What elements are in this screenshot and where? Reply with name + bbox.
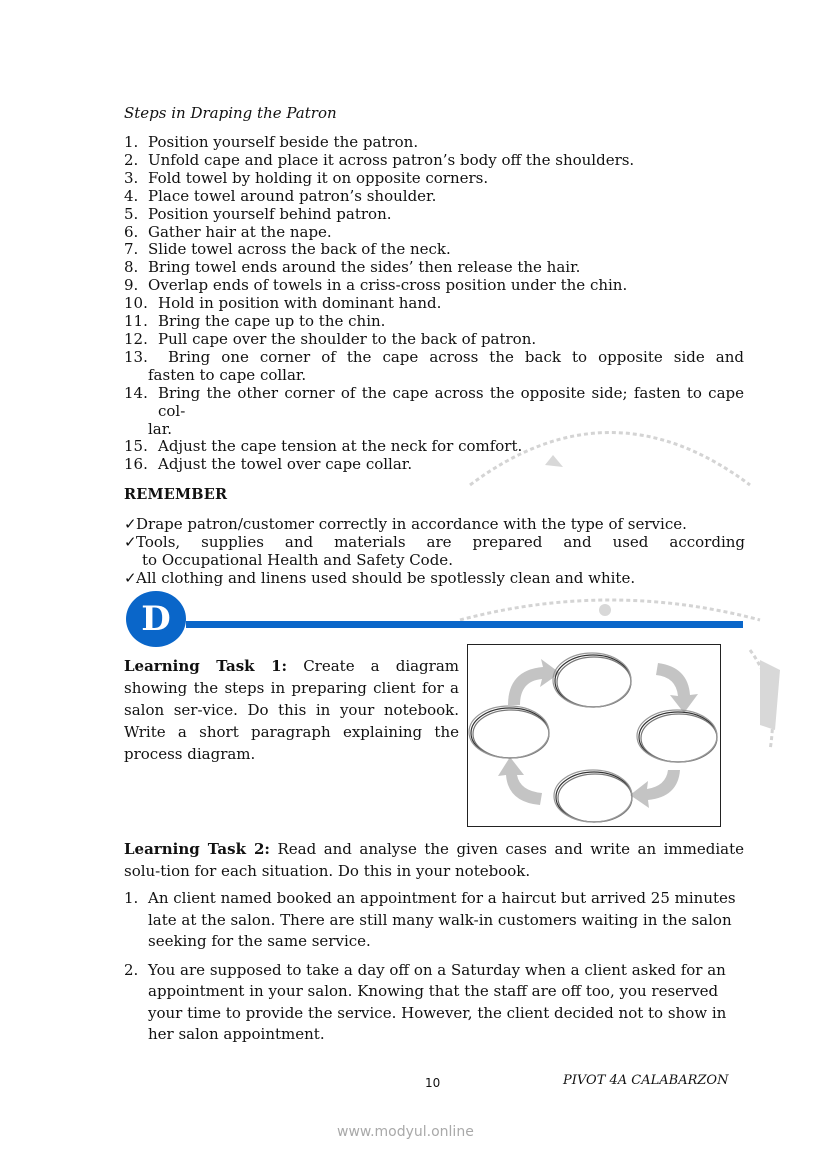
checkmark-icon: ✓ — [124, 569, 137, 587]
section-divider — [186, 621, 743, 628]
list-item-continuation: fasten to cape collar. — [148, 365, 307, 384]
list-item: 9. Overlap ends of towels in a criss-cross position under the chin. — [124, 276, 628, 295]
section-title: Steps in Draping the Patron — [124, 104, 337, 122]
arrow-icon — [498, 757, 542, 805]
learning-task-1 — [124, 655, 459, 765]
list-item: 13. Bring one corner of the cape across the back to opposite side and — [124, 347, 744, 366]
section-d-badge: D — [126, 591, 186, 647]
list-item-continuation: lar. — [148, 419, 173, 438]
arrow-icon — [508, 659, 560, 705]
website-watermark: www.modyul.online — [337, 1124, 474, 1140]
arrow-icon — [630, 770, 680, 808]
process-cycle-diagram — [467, 644, 721, 827]
draping-steps-list — [124, 134, 744, 474]
list-item: 10. Hold in position with dominant hand. — [124, 294, 442, 313]
list-item: 1. Position yourself beside the patron. — [124, 133, 419, 151]
list-item: 11. Bring the cape up to the chin. — [124, 312, 386, 331]
list-item: 14. Bring the other corner of the cape across the opposite side; fasten to cape col- — [124, 383, 744, 420]
page-number: 10 — [425, 1076, 441, 1090]
task-label: Learning Task 1: — [124, 657, 288, 675]
cases-list — [124, 888, 744, 1053]
list-item: ✓Drape patron/customer correctly in accordance with the type of service. — [124, 515, 687, 533]
list-item: 1. An client named booked an appointment for a haircut but arrived 25 minutes late at the salon. There are still many walk-in customers waiting in the salon seeking for the same service. — [124, 889, 736, 950]
publisher-footer: PIVOT 4A CALABARZON — [563, 1073, 729, 1088]
arrow-icon — [656, 663, 698, 713]
list-item: 3. Fold towel by holding it on opposite corners. — [124, 168, 489, 187]
list-item: 15. Adjust the cape tension at the neck for comfort. — [124, 437, 523, 456]
checkmark-icon: ✓ — [124, 515, 137, 533]
task-text: Read and analyse the given cases and write an immediate solu-tion for each situation. Do this in your notebook. — [124, 840, 744, 880]
task-label: Learning Task 2: — [124, 840, 270, 858]
list-item: 8. Bring towel ends around the sides’ then release the hair. — [124, 258, 581, 277]
task-text: Create a diagram showing the steps in preparing client for a salon ser-vice. Do this in your notebook. Write a short paragraph explaining the process diagram. — [124, 657, 459, 763]
list-item: 6. Gather hair at the nape. — [124, 222, 332, 241]
list-item: 5. Position yourself behind patron. — [124, 204, 392, 223]
cycle-diagram-icon — [468, 645, 719, 825]
remember-heading: REMEMBER — [124, 486, 228, 503]
list-item: 4. Place towel around patron’s shoulder. — [124, 186, 437, 205]
list-item: 12. Pull cape over the shoulder to the back of patron. — [124, 329, 537, 348]
list-item: 2. Unfold cape and place it across patron’s body off the shoulders. — [124, 150, 635, 169]
list-item: 2. You are supposed to take a day off on a Saturday when a client asked for an appointment in your salon. Knowing that the staff are off too, you reserved your time to provide the service. However, the client decided not to show in her salon appointment. — [124, 960, 727, 1043]
remember-list — [124, 515, 745, 587]
learning-task-2 — [124, 838, 744, 882]
list-item: 7. Slide towel across the back of the neck. — [124, 240, 451, 259]
list-item: ✓All clothing and linens used should be spotlessly clean and white. — [124, 569, 636, 587]
checkmark-icon: ✓ — [124, 533, 137, 551]
list-item: ✓Tools, supplies and materials are prepared and used according to Occupational Health and Safety Code. — [124, 533, 745, 569]
list-item: 16. Adjust the towel over cape collar. — [124, 455, 413, 474]
